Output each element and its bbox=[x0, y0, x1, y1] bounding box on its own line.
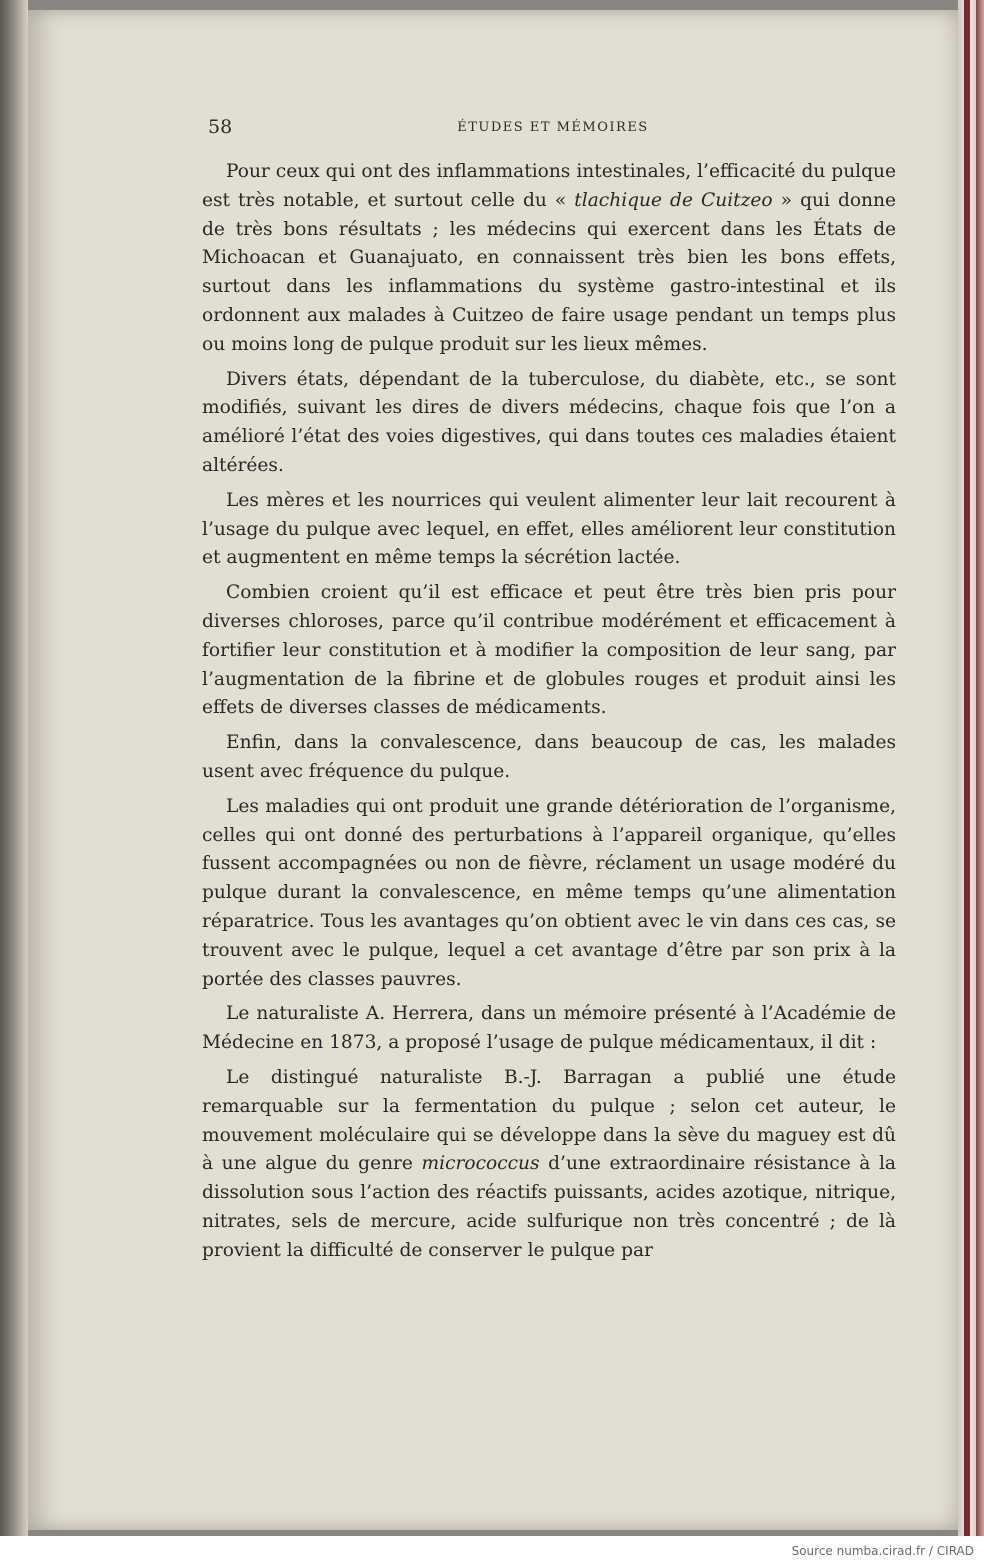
paragraph: Combien croient qu’il est efficace et peut être très bien pris pour diverses chloroses, parce qu’il contribue modérément et efficacement à fortifier leur constitution et à modifier la composition de leur sang, par l’augmentation de la fibrine et de globules rouges et produit ainsi les effets de diverses classes de médicaments. bbox=[202, 582, 896, 719]
book-cover-edge bbox=[964, 0, 970, 1536]
book-spine-shadow bbox=[0, 0, 28, 1536]
paragraph: Les mères et les nourrices qui veulent alimenter leur lait recourent à l’usage du pulque avec lequel, en effet, elles améliorent leur constitution et augmentent en même temps la sécrétion lactée. bbox=[202, 489, 896, 569]
page-number: 58 bbox=[208, 116, 233, 138]
running-header bbox=[208, 116, 898, 142]
body-text bbox=[202, 158, 896, 1265]
paragraph: Le naturaliste A. Herrera, dans un mémoire présenté à l’Académie de Médecine en 1873, a proposé l’usage de pulque médicamentaux, il dit : bbox=[202, 1003, 896, 1054]
paragraph: Pour ceux qui ont des inflammations intestinales, l’efficacité du pulque est très notable, et surtout celle du « tlachique de Cuitzeo » qui donne de très bons résultats ; les médecins qui exercent dans les États de Michoacan et Guanajuato, en connaissent très bien les bons effets, surtout dans les inflammations du système gastro-intestinal et ils ordonnent aux malades à Cuitzeo de faire usage pendant un temps plus ou moins long de pulque produit sur les lieux mêmes. bbox=[202, 161, 896, 355]
paragraph: Divers états, dépendant de la tuberculose, du diabète, etc., se sont modifiés, suivant les dires de divers médecins, chaque fois que l’on a amélioré l’état des voies digestives, qui dans toutes ces maladies étaient altérées. bbox=[202, 368, 896, 476]
running-title: ÉTUDES ET MÉMOIRES bbox=[457, 120, 649, 135]
book-cover-edge-outer bbox=[976, 0, 984, 1536]
paragraph: Le distingué naturaliste B.-J. Barragan a publié une étude remarquable sur la fermentation du pulque ; selon cet auteur, le mouvement moléculaire qui se développe dans la sève du maguey est dû à une algue du genre micrococcus d’une extraordinaire résistance à la dissolution sous l’action des réactifs puissants, acides azotique, nitrique, nitrates, sels de mercure, acide sulfurique non très concentré ; de là provient la difficulté de conserver le pulque par bbox=[202, 1066, 896, 1261]
paragraph: Les maladies qui ont produit une grande détérioration de l’organisme, celles qui ont donné des perturbations à l’appareil organique, qu’elles fussent accompagnées ou non de fièvre, réclament un usage modéré du pulque durant la convalescence, en même temps qu’une alimentation réparatrice. Tous les avantages qu’on obtient avec le vin dans ces cas, se trouvent avec le pulque, lequel a cet avantage d’être par son prix à la portée des classes pauvres. bbox=[202, 795, 896, 990]
footer-bar bbox=[0, 1536, 984, 1566]
paragraph: Enfin, dans la convalescence, dans beaucoup de cas, les malades usent avec fréquence du pulque. bbox=[202, 732, 896, 782]
source-credit: Source numba.cirad.fr / CIRAD bbox=[791, 1544, 974, 1558]
